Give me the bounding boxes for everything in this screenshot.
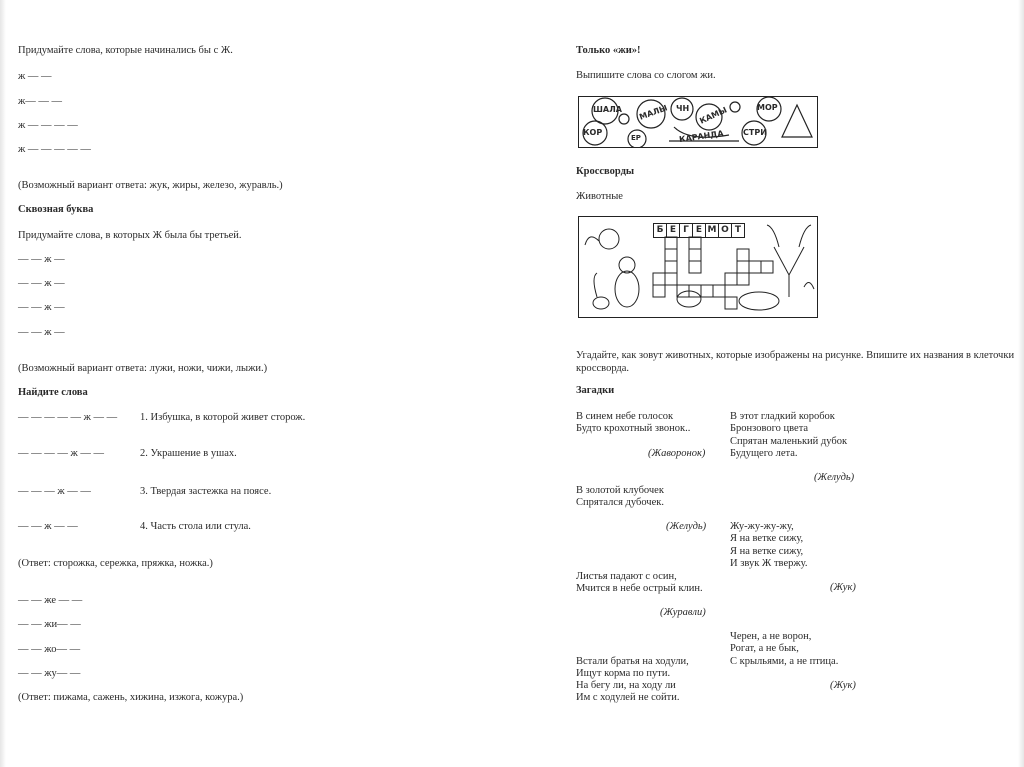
task2-intro: Придумайте слова, в которых Ж была бы третьей. (18, 230, 242, 241)
riddle-line: Ищут корма по пути. (576, 668, 671, 679)
task2-heading: Сквозная буква (18, 204, 94, 215)
syllable: ШАЛА (593, 105, 622, 114)
page-edge-right (1018, 0, 1024, 767)
task1-answer: (Возможный вариант ответа: жук, жиры, железо, журавль.) (18, 180, 283, 191)
crossword-letter: О (718, 223, 732, 238)
riddle-line: Жу-жу-жу-жу, (730, 521, 794, 532)
riddle-line: Мчится в небе острый клин. (576, 583, 703, 594)
task3-pattern: — — — ж — — (18, 486, 91, 497)
task1-pattern: ж — — — — — (18, 144, 91, 155)
task3-pattern: — — — — — ж — — (18, 412, 118, 423)
crossword-letter: Е (692, 223, 706, 238)
page-edge-left (0, 0, 6, 767)
riddle-answer: (Жук) (830, 582, 856, 593)
crossword-letter: М (705, 223, 719, 238)
syllables-picture (578, 96, 818, 148)
riddle-line: С крыльями, а не птица. (730, 656, 839, 667)
riddle-line: В золотой клубочек (576, 485, 664, 496)
task2-pattern: — — ж — (18, 302, 65, 313)
task3-pattern: — — ж — — (18, 521, 78, 532)
task2-pattern: — — ж — (18, 254, 65, 265)
task4-pattern: — — же — — (18, 595, 83, 606)
syllable: КАРАНДА (678, 128, 725, 145)
riddle-line: Листья падают с осин, (576, 571, 677, 582)
zhi-heading: Только «жи»! (576, 45, 641, 56)
crossword-letter: Т (731, 223, 745, 238)
task4-pattern: — — жи— — (18, 619, 81, 630)
task4-answer: (Ответ: пижама, сажень, хижина, изжога, кожура.) (18, 692, 244, 703)
task1-pattern: ж— — — (18, 96, 63, 107)
riddle-answer: (Желудь) (666, 521, 707, 532)
task1-pattern: ж — — (18, 71, 52, 82)
riddle-line: Будто крохотный звонок.. (576, 423, 691, 434)
crossword-task: Угадайте, как зовут животных, которые изображены на рисунке. Впишите их названия в клеточки кроссворда. (576, 350, 1015, 375)
crossword-heading: Кроссворды (576, 166, 635, 177)
riddle-line: В этот гладкий коробок (730, 411, 835, 422)
task3-clue: 1. Избушка, в которой живет сторож. (140, 412, 306, 423)
riddle-line: На бегу ли, на ходу ли (576, 680, 676, 691)
task3-answer: (Ответ: сторожка, сережка, пряжка, ножка.) (18, 558, 213, 569)
riddle-line: Встали братья на ходули, (576, 656, 689, 667)
crossword-letter: Б (653, 223, 667, 238)
crossword-letter: Е (666, 223, 680, 238)
task3-pattern: — — — — ж — — (18, 448, 105, 459)
task3-clue: 3. Твердая застежка на поясе. (140, 486, 272, 497)
task2-pattern: — — ж — (18, 278, 65, 289)
riddle-line: И звук Ж твержу. (730, 558, 808, 569)
riddle-answer: (Жук) (830, 680, 856, 691)
task2-pattern: — — ж — (18, 327, 65, 338)
riddle-line: Им с ходулей не сойти. (576, 692, 680, 703)
riddle-line: Бронзового цвета (730, 423, 809, 434)
riddle-line: Будущего лета. (730, 448, 798, 459)
task1-pattern: ж — — — — (18, 120, 78, 131)
riddles-heading: Загадки (576, 385, 615, 396)
syllable: СТРИ (743, 128, 767, 137)
task3-clue: 2. Украшение в ушах. (140, 448, 237, 459)
task3-heading: Найдите слова (18, 387, 88, 398)
crossword-letter: Г (679, 223, 693, 238)
syllable: ЕР (631, 134, 641, 142)
riddle-line: Я на ветке сижу, (730, 546, 804, 557)
riddle-answer: (Журавли) (660, 607, 706, 618)
task4-pattern: — — жу— — (18, 668, 81, 679)
crossword-picture (578, 216, 818, 318)
crossword-subheading: Животные (576, 191, 623, 202)
task3-clue: 4. Часть стола или стула. (140, 521, 251, 532)
zhi-intro: Выпишите слова со слогом жи. (576, 70, 716, 81)
syllable: МОР (757, 103, 778, 112)
task4-pattern: — — жо— — (18, 644, 81, 655)
riddle-line: Спрятан маленький дубок (730, 436, 848, 447)
riddle-answer: (Жаворонок) (648, 448, 706, 459)
crossword-word (653, 223, 745, 238)
syllable: МАЛЫ (638, 103, 669, 122)
riddle-answer: (Желудь) (814, 472, 855, 483)
syllable: КОР (583, 128, 603, 137)
riddle-line: В синем небе голосок (576, 411, 674, 422)
riddle-line: Черен, а не ворон, (730, 631, 812, 642)
task1-intro: Придумайте слова, которые начинались бы с Ж. (18, 45, 233, 56)
task2-answer: (Возможный вариант ответа: лужи, ножи, чижи, лыжи.) (18, 363, 268, 374)
syllable: ЧН (676, 104, 690, 113)
riddle-line: Спрятался дубочек. (576, 497, 664, 508)
syllable: КАМЫ (698, 105, 729, 126)
riddle-line: Рогат, а не бык, (730, 643, 799, 654)
riddle-line: Я на ветке сижу, (730, 533, 804, 544)
